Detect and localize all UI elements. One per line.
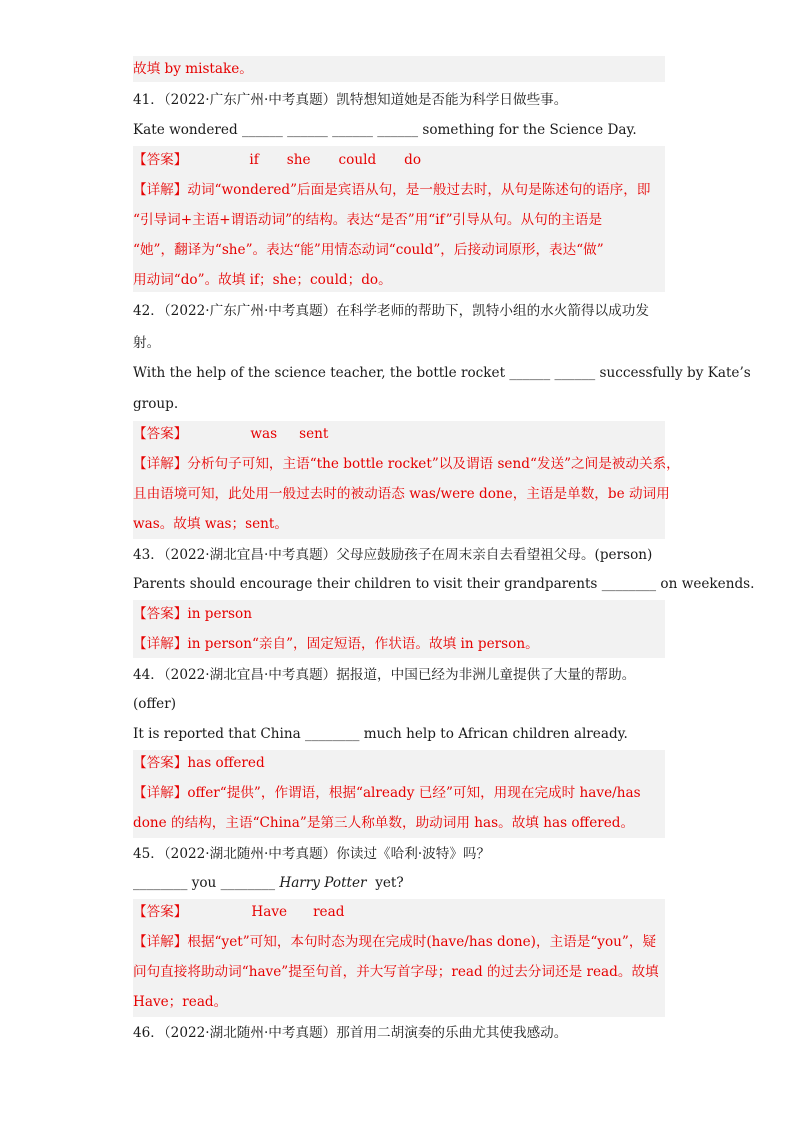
answer-word: Have xyxy=(251,904,288,920)
question-45: 45．（2022·湖北随州·中考真题）你读过《哈利·波特》吗？ xyxy=(133,846,491,862)
sentence-part: yet? xyxy=(366,875,404,891)
answer-word: was xyxy=(250,426,278,442)
explanation-line: “她”，翻译为“she”。表达“能”用情态动词“could”，后接动词原形，表达“做” xyxy=(133,242,604,258)
answer-43 xyxy=(133,599,252,629)
explanation-line: Have；read。 xyxy=(133,994,228,1010)
answer-text: in person xyxy=(187,606,252,622)
explanation-line: 且由语境可知，此处用一般过去时的被动语态 was/were done，主语是单数，be 动词用 xyxy=(133,486,670,502)
sentence-42-cont: group. xyxy=(133,396,179,412)
answer-45 xyxy=(133,897,344,927)
answer-word: she xyxy=(286,152,311,168)
answer-label: 【答案】 xyxy=(133,755,188,771)
explanation-line: 【详解】offer“提供”，作谓语，根据“already 已经”可知，用现在完成时 have/has xyxy=(133,785,641,801)
sentence-45 xyxy=(133,868,404,898)
sentence-42: With the help of the science teacher, the bottle rocket ______ ______ successfully by Kate’s xyxy=(133,365,751,381)
answer-42 xyxy=(133,419,328,449)
answer-text: has offered xyxy=(187,755,265,771)
answer-word: sent xyxy=(299,426,329,442)
explanation-line: done 的结构，主语“China”是第三人称单数，助动词用 has。故填 has offered。 xyxy=(133,815,635,831)
sentence-44: It is reported that China ________ much help to African children already. xyxy=(133,726,628,742)
sentence-part: ________ you ________ xyxy=(133,875,280,891)
question-44: 44．（2022·湖北宜昌·中考真题）据报道，中国已经为非洲儿童提供了大量的帮助。 xyxy=(133,667,636,683)
answer-word: do xyxy=(404,152,422,168)
question-44-cont: (offer) xyxy=(133,696,176,712)
explanation-line: 【详解】动词“wondered”后面是宾语从句，是一般过去时，从句是陈述句的语序，即 xyxy=(133,182,651,198)
explanation-line: “引导词+主语+谓语动词”的结构。表达“是否”用“if”引导从句。从句的主语是 xyxy=(133,212,603,228)
explanation-line: 【详解】根据“yet”可知，本句时态为现在完成时(have/has done)，主语是“you”，疑 xyxy=(133,934,657,950)
question-41: 41．（2022·广东广州·中考真题）凯特想知道她是否能为科学日做些事。 xyxy=(133,92,568,108)
question-42-cont: 射。 xyxy=(133,335,161,351)
explanation-line: 【详解】in person“亲自”，固定短语，作状语。故填 in person。 xyxy=(133,636,539,652)
question-42: 42．（2022·广东广州·中考真题）在科学老师的帮助下，凯特小组的水火箭得以成功发 xyxy=(133,303,649,319)
answer-label: 【答案】 xyxy=(133,152,188,168)
explanation-line: was。故填 was；sent。 xyxy=(133,516,288,532)
answer-word: could xyxy=(338,152,377,168)
book-title: Harry Potter xyxy=(279,875,367,891)
answer-41 xyxy=(133,145,421,175)
answer-word: if xyxy=(249,152,259,168)
answer-word: read xyxy=(313,904,345,920)
answer-label: 【答案】 xyxy=(133,606,188,622)
answer-label: 【答案】 xyxy=(133,904,188,920)
question-46: 46．（2022·湖北随州·中考真题）那首用二胡演奏的乐曲尤其使我感动。 xyxy=(133,1025,568,1041)
explanation-line: 用动词“do”。故填 if；she；could；do。 xyxy=(133,272,392,288)
explanation-line: 故填 by mistake。 xyxy=(133,61,253,77)
answer-44 xyxy=(133,748,265,778)
answer-label: 【答案】 xyxy=(133,426,188,442)
sentence-43: Parents should encourage their children to visit their grandparents ________ on weekends. xyxy=(133,576,755,592)
explanation-line: 问句直接将助动词“have”提至句首，并大写首字母；read 的过去分词还是 read。故填 xyxy=(133,964,659,980)
sentence-41: Kate wondered ______ ______ ______ ______ something for the Science Day. xyxy=(133,122,637,138)
explanation-line: 【详解】分析句子可知，主语“the bottle rocket”以及谓语 send“发送”之间是被动关系， xyxy=(133,456,680,472)
question-43: 43．（2022·湖北宜昌·中考真题）父母应鼓励孩子在周末亲自去看望祖父母。(person) xyxy=(133,547,653,563)
